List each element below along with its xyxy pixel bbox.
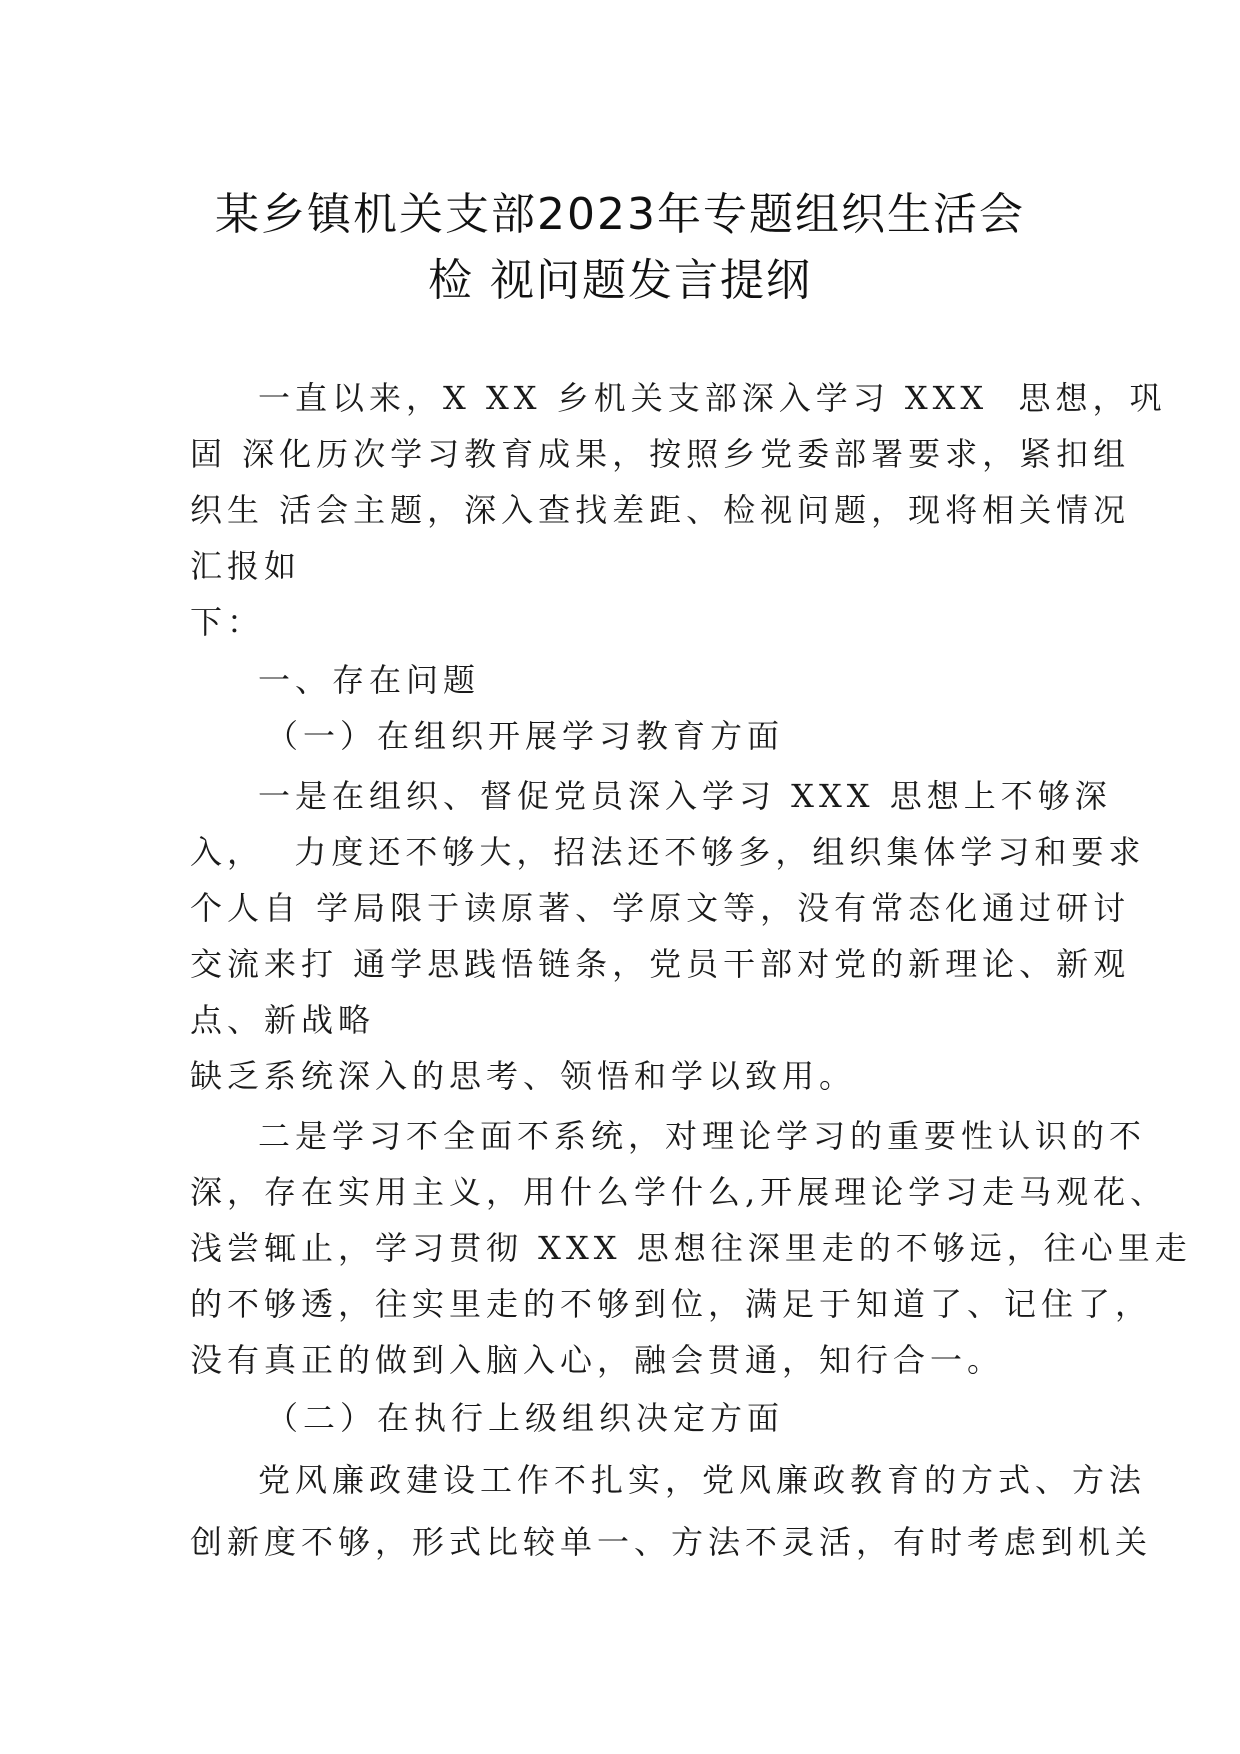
document-title-line-2: 检 视问题发言提纲 xyxy=(428,255,812,306)
paragraph-line: 个人自 学局限于读原著、学原文等，没有常态化通过研讨 xyxy=(190,889,1131,927)
section-heading: 一、存在问题 xyxy=(258,661,481,699)
paragraph-line: 汇报如 xyxy=(190,547,302,585)
paragraph-line: 一直以来，X XX 乡机关支部深入学习 XXX 思想，巩 xyxy=(258,379,1167,417)
paragraph-line: 深，存在实用主义，用什么学什么,开展理论学习走马观花、 xyxy=(190,1173,1168,1211)
paragraph-line: 二是学习不全面不系统，对理论学习的重要性认识的不 xyxy=(258,1117,1147,1155)
paragraph-line: 交流来打 通学思践悟链条，党员干部对党的新理论、新观 xyxy=(190,945,1131,983)
paragraph-line: 入， 力度还不够大，招法还不够多，组织集体学习和要求 xyxy=(190,833,1146,871)
paragraph-line: 织生 活会主题，深入查找差距、检视问题，现将相关情况 xyxy=(190,491,1131,529)
subsection-heading: （二）在执行上级组织决定方面 xyxy=(266,1399,785,1437)
paragraph-line: 创新度不够，形式比较单一、方法不灵活，有时考虑到机关 xyxy=(190,1523,1153,1561)
paragraph-line: 一是在组织、督促党员深入学习 XXX 思想上不够深 xyxy=(258,777,1112,815)
paragraph-line: 固 深化历次学习教育成果，按照乡党委部署要求，紧扣组 xyxy=(190,435,1131,473)
paragraph-line: 的不够透，往实里走的不够到位，满足于知道了、记住了， xyxy=(190,1285,1153,1323)
paragraph-line: 点、新战略 xyxy=(190,1001,376,1039)
paragraph-line: 下： xyxy=(190,603,265,641)
paragraph-line: 没有真正的做到入脑入心，融会贯通，知行合一。 xyxy=(190,1341,1005,1379)
subsection-heading: （一）在组织开展学习教育方面 xyxy=(266,717,785,755)
paragraph-line: 浅尝辄止，学习贯彻 XXX 思想往深里走的不够远，往心里走 xyxy=(190,1229,1192,1267)
paragraph-line: 党风廉政建设工作不扎实，党风廉政教育的方式、方法 xyxy=(258,1461,1147,1499)
document-title-line-1: 某乡镇机关支部2023年专题组织生活会 xyxy=(215,189,1025,240)
paragraph-line: 缺乏系统深入的思考、领悟和学以致用。 xyxy=(190,1057,857,1095)
